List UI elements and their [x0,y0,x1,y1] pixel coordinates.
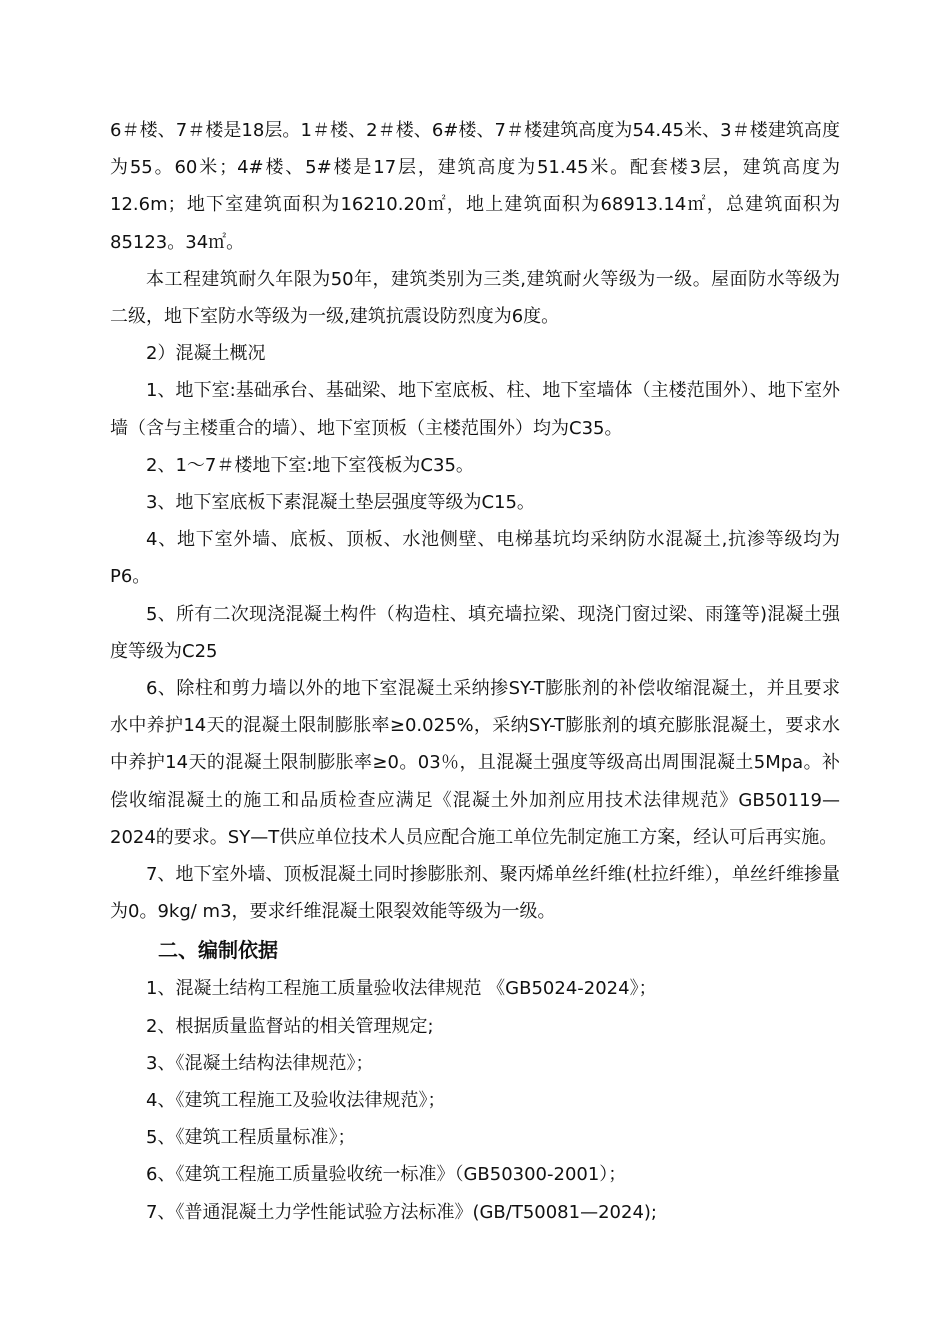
basis-item-5: 5、《建筑工程质量标准》； [146,1127,356,1149]
basis-item-7: 7、《普通混凝土力学性能试验方法标准》(GB/T50081—2024); [146,1201,657,1223]
concrete-overview-subheading: 2）混凝土概况 [146,343,266,365]
concrete-item-5: 5、所有二次现浇混凝土构件（构造柱、填充墙拉梁、现浇门窗过梁、雨篷等)混凝土强度等级为C25 [110,603,840,662]
document-body [110,112,840,1231]
concrete-item-7: 7、地下室外墙、顶板混凝土同时掺膨胀剂、聚丙烯单丝纤维(杜拉纤维），单丝纤维掺量为0。9kg/ m3，要求纤维混凝土限裂效能等级为一级。 [110,864,840,923]
basis-item-3: 3、《混凝土结构法律规范》； [146,1052,374,1074]
concrete-item-3: 3、地下室底板下素混凝土垫层强度等级为C15。 [146,492,535,514]
concrete-item-6: 6、除柱和剪力墙以外的地下室混凝土采纳掺SY-T膨胀剂的补偿收缩混凝土，并且要求水中养护14天的混凝土限制膨胀率≥0.025%，采纳SY-T膨胀剂的填充膨胀混凝土，要求水中养护14天的混凝土限制膨胀率≥0。03％，且混凝土强度等级高出周围混凝土5Mpa。补偿收缩混凝土的施工和品质检查应满足《混凝土外加剂应用技术法律规范》GB50119—2024的要求。SY—T供应单位技术人员应配合施工单位先制定施工方案，经认可后再实施。 [110,678,840,848]
concrete-item-4: 4、地下室外墙、底板、顶板、水池侧壁、电梯基坑均采纳防水混凝土,抗渗等级均为P6。 [110,529,840,588]
durability-paragraph: 本工程建筑耐久年限为50年，建筑类别为三类,建筑耐火等级为一级。屋面防水等级为二级，地下室防水等级为一级,建筑抗震设防烈度为6度。 [110,268,840,328]
concrete-item-2: 2、1～7＃楼地下室:地下室筏板为C35。 [146,454,474,476]
basis-item-4: 4、《建筑工程施工及验收法律规范》； [146,1090,446,1112]
compilation-basis-heading: 二、编制依据 [158,938,278,963]
basis-item-1: 1、混凝土结构工程施工质量验收法律规范 《GB5024-2024》； [146,978,657,1000]
basis-item-2: 2、根据质量监督站的相关管理规定; [146,1015,434,1037]
project-dimensions-paragraph: 6＃楼、7＃楼是18层。1＃楼、2＃楼、6#楼、7＃楼建筑高度为54.45米、3＃楼建筑高度为55。60米；4#楼、5#楼是17层，建筑高度为51.45米。配套楼3层，建筑高度为12.6m；地下室建筑面积为16210.20㎡，地上建筑面积为68913.14㎡，总建筑面积为85123。34㎡。 [110,120,840,253]
basis-item-6: 6、《建筑工程施工质量验收统一标准》（GB50300-2001）； [146,1164,627,1186]
concrete-item-1: 1、地下室:基础承台、基础梁、地下室底板、柱、地下室墙体（主楼范围外）、地下室外墙（含与主楼重合的墙）、地下室顶板（主楼范围外）均为C35。 [110,380,840,439]
